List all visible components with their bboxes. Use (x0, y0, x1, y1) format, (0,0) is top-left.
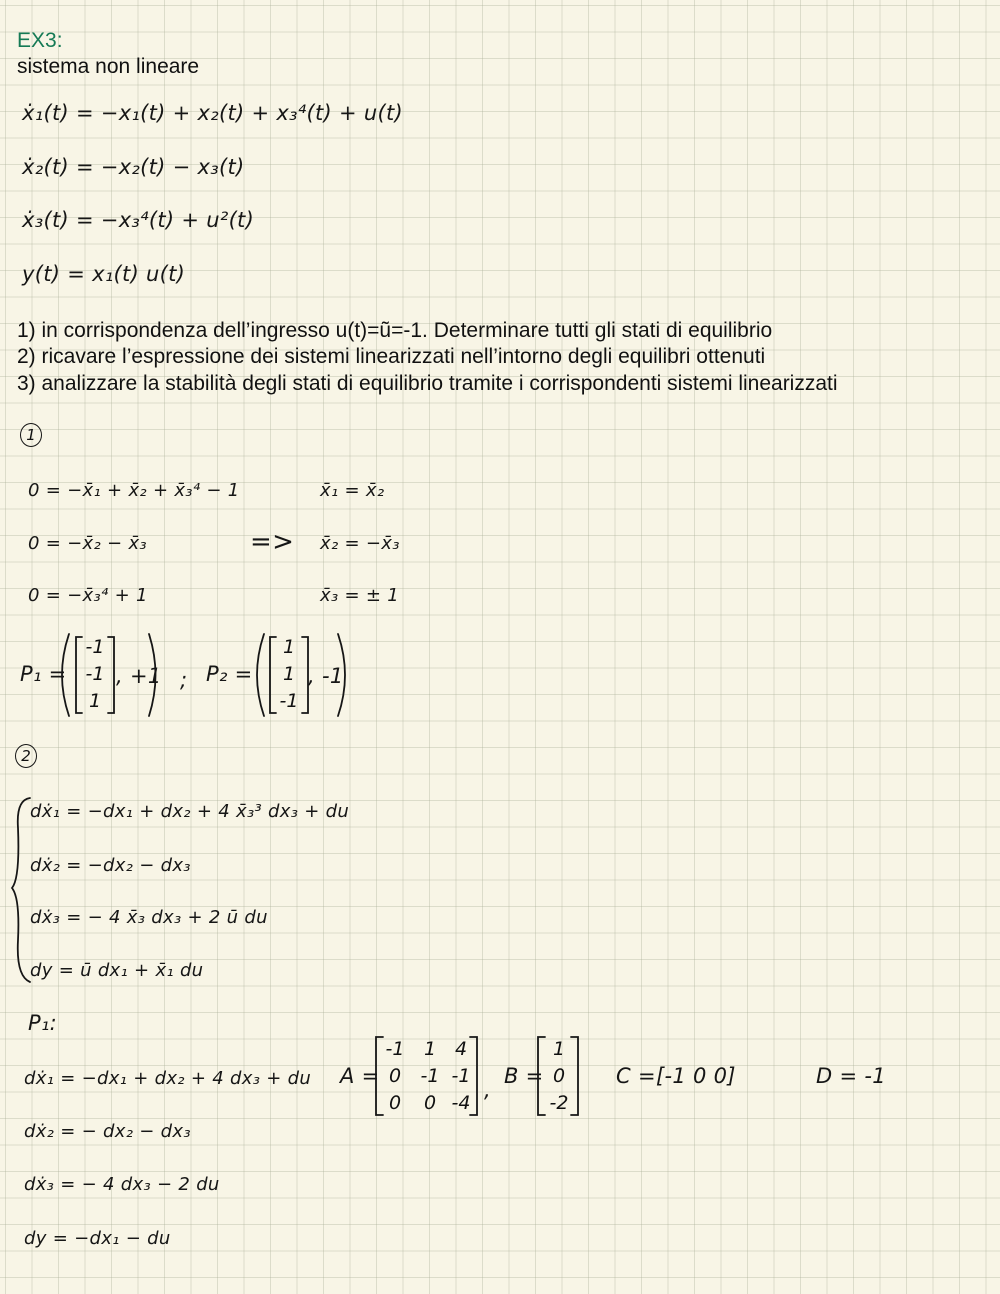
matrix-a-r2c3: -1 (451, 1065, 471, 1087)
part-2-marker: 2 (15, 744, 37, 768)
p2-vector-1: 1 (282, 636, 296, 658)
matrix-comma: , (484, 1078, 491, 1102)
system-eq-1: ẋ₁(t) = −x₁(t) + x₂(t) + x₃⁴(t) + u(t) (22, 101, 403, 125)
matrix-c-values: [-1 0 0] (656, 1064, 736, 1088)
matrix-b-r2: 0 (552, 1065, 566, 1087)
implies-arrow: => (250, 527, 295, 557)
p1-linear-output-eq: dy = −dx₁ − du (24, 1228, 171, 1249)
p2-vector-2: 1 (282, 663, 296, 685)
matrix-a-label: A = (340, 1064, 380, 1088)
matrix-a-r1c2: 1 (423, 1038, 437, 1060)
p1-vector-2: -1 (85, 663, 105, 685)
equilibrium-result-3: x̄₃ = ± 1 (320, 585, 400, 606)
matrix-a-right-bracket (470, 1037, 477, 1115)
question-1: 1) in corrispondenza dell’ingresso u(t)=ũ=-1. Determinare tutti gli stati di equilibrio (17, 319, 773, 342)
p2-left-bracket (270, 637, 276, 713)
p1-linear-eq-1: dẋ₁ = −dx₁ + dx₂ + 4 dx₃ + du (24, 1068, 312, 1089)
p2-scalar: , -1 (308, 664, 344, 688)
p1-vector-1: -1 (85, 636, 105, 658)
matrix-a-r2c1: 0 (388, 1065, 402, 1087)
p2-right-bracket (302, 637, 308, 713)
part-1-marker: 1 (20, 423, 42, 447)
matrix-b-left-bracket (538, 1037, 545, 1115)
p1-vector-3: 1 (88, 690, 102, 712)
p1-left-paren (62, 634, 69, 716)
matrix-c-label: C = (616, 1064, 656, 1088)
system-brace (12, 798, 30, 982)
linearized-eq-1: dẋ₁ = −dx₁ + dx₂ + 4 x̄₃³ dx₃ + du (30, 801, 350, 822)
equilibrium-eq-3: 0 = −x̄₃⁴ + 1 (28, 585, 148, 606)
matrix-b-r3: -2 (549, 1092, 569, 1114)
p1-linearization-heading: P₁: (28, 1011, 58, 1035)
matrix-b-r1: 1 (552, 1038, 566, 1060)
equilibrium-eq-2: 0 = −x̄₂ − x̄₃ (28, 533, 147, 554)
p2-vector-3: -1 (279, 690, 299, 712)
matrix-a-r2c2: -1 (420, 1065, 440, 1087)
linearized-eq-2: dẋ₂ = −dx₂ − dx₃ (30, 855, 191, 876)
p2-right-paren (338, 634, 345, 716)
linearized-eq-3: dẋ₃ = − 4 x̄₃ dx₃ + 2 ū du (30, 907, 268, 928)
system-output-eq: y(t) = x₁(t) u(t) (22, 262, 186, 286)
equilibrium-result-1: x̄₁ = x̄₂ (320, 480, 385, 501)
p2-left-paren (257, 634, 264, 716)
question-2: 2) ricavare l’espressione dei sistemi linearizzati nell’intorno degli equilibri ottenuti (17, 345, 766, 368)
exercise-subtitle: sistema non lineare (17, 55, 200, 78)
matrix-a-left-bracket (376, 1037, 383, 1115)
p1-right-bracket (108, 637, 114, 713)
p1-label: P₁ = (20, 662, 67, 686)
matrix-a-r3c3: -4 (451, 1092, 471, 1114)
equilibrium-result-2: x̄₂ = −x̄₃ (320, 533, 400, 554)
matrix-a-r1c1: -1 (385, 1038, 405, 1060)
equilibrium-eq-1: 0 = −x̄₁ + x̄₂ + x̄₃⁴ − 1 (28, 480, 240, 501)
points-separator: ; (180, 668, 188, 692)
p1-linear-eq-2: dẋ₂ = − dx₂ − dx₃ (24, 1121, 191, 1142)
matrix-b-label: B = (504, 1064, 544, 1088)
question-3: 3) analizzare la stabilità degli stati di equilibrio tramite i corrispondenti sistemi linearizzati (17, 372, 838, 395)
matrix-a-r3c1: 0 (388, 1092, 402, 1114)
p2-label: P₂ = (206, 662, 253, 686)
matrix-a-r1c3: 4 (454, 1038, 468, 1060)
matrix-d: D = -1 (816, 1064, 886, 1088)
matrix-a-r3c2: 0 (423, 1092, 437, 1114)
system-eq-3: ẋ₃(t) = −x₃⁴(t) + u²(t) (22, 208, 255, 232)
system-eq-2: ẋ₂(t) = −x₂(t) − x₃(t) (22, 155, 245, 179)
matrix-b-right-bracket (571, 1037, 578, 1115)
p1-linear-eq-3: dẋ₃ = − 4 dx₃ − 2 du (24, 1174, 220, 1195)
linearized-output-eq: dy = ū dx₁ + x̄₁ du (30, 960, 204, 981)
exercise-title: EX3: (17, 29, 63, 52)
p1-scalar: , +1 (116, 664, 162, 688)
p1-left-bracket (76, 637, 82, 713)
p1-right-paren (149, 634, 156, 716)
